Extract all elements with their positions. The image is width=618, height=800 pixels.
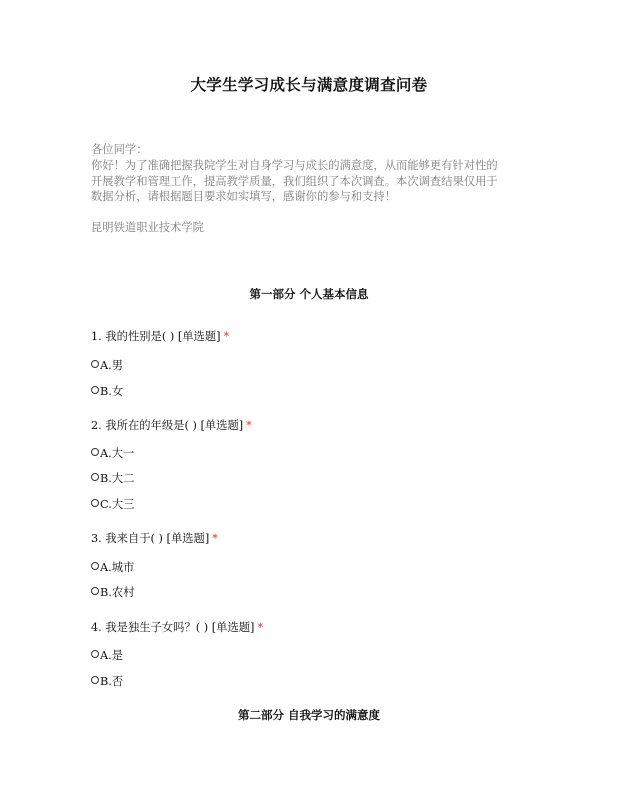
option-label: B.否	[100, 675, 124, 688]
required-marker: *	[212, 532, 218, 545]
section-heading-part2: 第二部分 自我学习的满意度	[237, 708, 380, 722]
radio-icon[interactable]	[91, 448, 99, 456]
radio-icon[interactable]	[91, 473, 99, 481]
intro-greeting: 各位同学：	[91, 143, 148, 156]
intro-line: 数据分析，请根据题目要求如实填写，感谢你的参与和支持！	[91, 190, 397, 203]
intro-body	[91, 158, 541, 205]
radio-icon[interactable]	[91, 499, 99, 507]
required-marker: *	[257, 621, 264, 634]
question-1	[91, 328, 229, 344]
option-q2-c[interactable]	[91, 496, 134, 512]
school-name: 昆明铁道职业技术学院	[91, 221, 204, 234]
option-q3-a[interactable]	[91, 559, 134, 575]
option-label: A.城市	[100, 561, 135, 574]
option-q1-a[interactable]	[91, 357, 123, 373]
question-text: 4. 我是独生子女吗？( ) [单选题]	[91, 621, 255, 634]
option-label: A.是	[100, 649, 124, 662]
option-q3-b[interactable]	[91, 584, 135, 600]
question-text: 1. 我的性别是( ) [单选题]	[91, 330, 221, 343]
required-marker: *	[223, 330, 230, 343]
option-label: C.大三	[100, 498, 135, 511]
question-2	[91, 417, 252, 433]
option-q4-b[interactable]	[91, 673, 123, 689]
option-label: A.男	[100, 359, 124, 372]
option-q2-b[interactable]	[91, 470, 135, 486]
option-label: A.大一	[100, 447, 135, 460]
radio-icon[interactable]	[91, 650, 99, 658]
radio-icon[interactable]	[91, 676, 99, 684]
question-3	[91, 530, 218, 546]
required-marker: *	[246, 419, 252, 432]
radio-icon[interactable]	[91, 587, 99, 595]
option-q1-b[interactable]	[91, 383, 123, 399]
option-q4-a[interactable]	[91, 647, 123, 663]
page-title: 大学生学习成长与满意度调查问卷	[190, 75, 428, 94]
option-label: B.女	[100, 385, 124, 398]
section-heading-part1: 第一部分 个人基本信息	[249, 287, 369, 301]
radio-icon[interactable]	[91, 360, 99, 368]
question-text: 3. 我来自于( ) [单选题]	[91, 532, 210, 545]
option-q2-a[interactable]	[91, 445, 134, 461]
intro-line: 你好！为了准确把握我院学生对自身学习与成长的满意度，从而能够更有针对性的	[91, 159, 498, 172]
question-text: 2. 我所在的年级是( ) [单选题]	[91, 419, 244, 432]
intro-line: 开展教学和管理工作，提高教学质量，我们组织了本次调查。本次调查结果仅用于	[91, 174, 498, 188]
radio-icon[interactable]	[91, 562, 99, 570]
question-4	[91, 619, 263, 635]
option-label: B.农村	[100, 586, 135, 599]
option-label: B.大二	[100, 472, 135, 485]
radio-icon[interactable]	[91, 386, 99, 394]
